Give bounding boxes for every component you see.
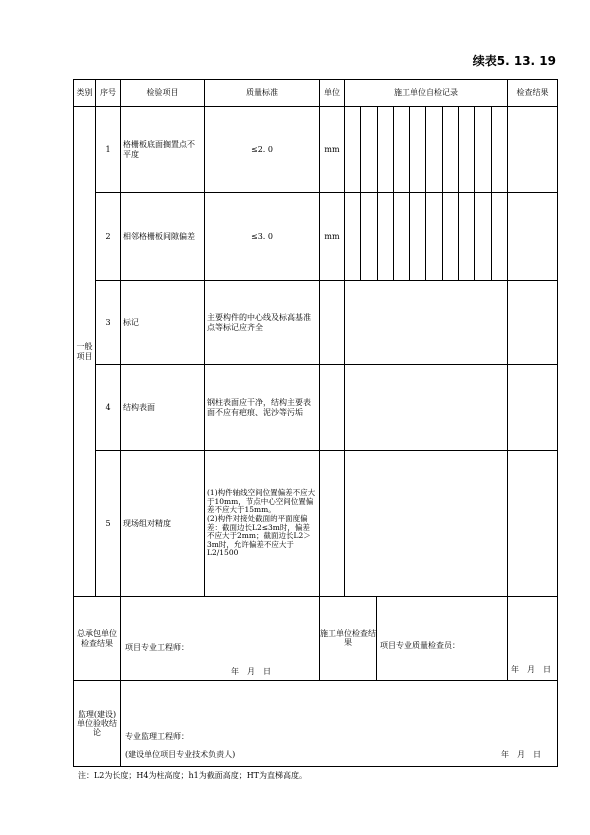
contractor-date: 年 月 日 (231, 666, 271, 676)
header-category: 类别 (74, 80, 96, 107)
row-result (508, 451, 558, 597)
signature-row (74, 597, 558, 681)
row-standard: 主要构件的中心线及标高基准点等标记应齐全 (205, 281, 320, 365)
row-item: 标记 (121, 281, 205, 365)
contractor-engineer: 项目专业工程师： (125, 642, 189, 652)
construction-date: 年 月 日 (511, 665, 551, 674)
construction-label: 施工单位检查结果 (320, 597, 377, 680)
record-cells (345, 451, 508, 597)
row-seq: 5 (96, 451, 121, 597)
row-standard: (1)构件轴线空间位置偏差不应大于10mm，节点中心空间位置偏差不应大于15mm。 (2)构件对接处截面的平面度偏差：截面边长L2≤3m时，偏差不应大于2mm；截面边长L2＞3m时，允许偏差不应大于L2/1500 (205, 451, 320, 597)
supervision-label: 监理(建设)单位验收结论 (74, 681, 121, 767)
record-cells (345, 281, 508, 365)
row-standard: ≤2. 0 (205, 107, 320, 193)
header-row (74, 80, 558, 107)
row-unit: mm (320, 107, 345, 193)
row-seq: 4 (96, 365, 121, 451)
contractor-sign (121, 597, 320, 681)
record-cells (345, 193, 508, 281)
row-result (508, 281, 558, 365)
header-result: 检查结果 (508, 80, 558, 107)
construction-sign (320, 597, 551, 681)
supervision-sign (121, 681, 558, 767)
contractor-label: 总承包单位检查结果 (74, 597, 121, 681)
header-item: 检验项目 (121, 80, 205, 107)
record-cells (345, 107, 508, 193)
row-standard: 钢柱表面应干净，结构主要表面不应有疤痕、泥沙等污垢 (205, 365, 320, 451)
row-item: 相邻格栅板间隙偏差 (121, 193, 205, 281)
construction-inspector: 项目专业质量检查员： (380, 641, 460, 650)
row-standard: ≤3. 0 (205, 193, 320, 281)
category-general: 一般项目 (74, 107, 96, 597)
inspection-table (73, 79, 558, 767)
supervision-date: 年 月 日 (501, 749, 541, 759)
header-standard: 质量标准 (205, 80, 320, 107)
header-seq: 序号 (96, 80, 121, 107)
header-record: 施工单位自检记录 (345, 80, 508, 107)
table-row (74, 193, 558, 281)
row-result (508, 193, 558, 281)
row-unit: mm (320, 193, 345, 281)
row-seq: 3 (96, 281, 121, 365)
row-result (508, 365, 558, 451)
table-row (74, 451, 558, 597)
continue-label: 续表5. 13. 19 (472, 54, 556, 68)
supervision-engineer: 专业监理工程师： (125, 731, 189, 741)
row-item: 格栅板底面搁置点不平度 (121, 107, 205, 193)
row-unit (320, 281, 345, 365)
row-seq: 1 (96, 107, 121, 193)
row-unit (320, 365, 345, 451)
row-item: 结构表面 (121, 365, 205, 451)
table-row (74, 107, 558, 193)
row-result (508, 107, 558, 193)
row-seq: 2 (96, 193, 121, 281)
record-cells (345, 365, 508, 451)
table-row (74, 365, 558, 451)
supervision-sub: (建设单位项目专业技术负责人) (125, 749, 236, 759)
footnote: 注：L2为长度；H4为柱高度；h1为截面高度；HT为直梯高度。 (78, 771, 308, 780)
supervision-row (74, 681, 558, 767)
table-row (74, 281, 558, 365)
row-item: 现场组对精度 (121, 451, 205, 597)
header-unit: 单位 (320, 80, 345, 107)
row-unit (320, 451, 345, 597)
